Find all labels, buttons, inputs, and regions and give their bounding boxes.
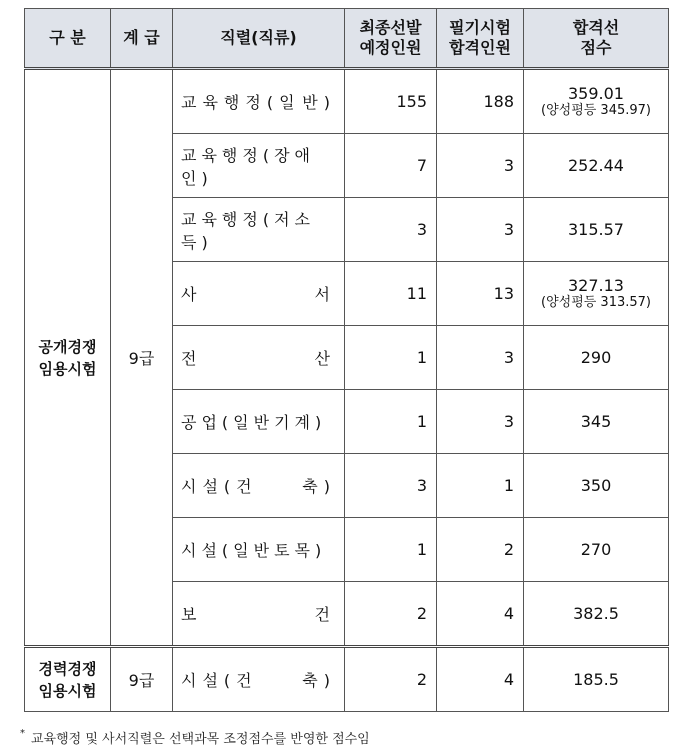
job-label (181, 207, 336, 253)
job-label-part: 산 (314, 349, 336, 368)
job-label-part: 교육행정(저소득) (181, 209, 315, 252)
written-passed-cell: 4 (437, 582, 524, 647)
cutoff-score-cell (524, 198, 669, 262)
header-row (25, 9, 669, 69)
cutoff-score: 359.01 (568, 83, 624, 103)
job-label-part: 공업(일반기계) (181, 413, 327, 432)
job-label (181, 346, 336, 369)
header-final-planned (345, 9, 437, 69)
cutoff-score-cell (524, 647, 669, 712)
exam-results-table (24, 8, 669, 712)
job-label-part: 교육행정(장애인) (181, 145, 315, 188)
category-cell (25, 69, 111, 647)
cutoff-score: 382.5 (573, 603, 619, 623)
written-passed-cell: 2 (437, 518, 524, 582)
final-planned-cell: 1 (345, 326, 437, 390)
cutoff-score-cell (524, 262, 669, 326)
header-cutoff-score (524, 9, 669, 69)
job-cell (173, 647, 345, 712)
final-planned-cell: 7 (345, 134, 437, 198)
job-label (181, 474, 336, 497)
written-passed-cell: 3 (437, 134, 524, 198)
written-passed-cell: 3 (437, 198, 524, 262)
header-score-line2: 점수 (580, 38, 612, 57)
job-cell (173, 69, 345, 134)
job-label-part: 보 (181, 605, 203, 624)
job-label-part: 시설(건 (181, 477, 258, 496)
job-cell (173, 134, 345, 198)
job-label-part: 축) (302, 477, 336, 496)
cutoff-score: 327.13 (568, 275, 624, 295)
header-category: 구 분 (25, 9, 111, 69)
job-label (181, 668, 336, 691)
header-score-line1: 합격선 (572, 18, 620, 37)
category-line1: 경력경쟁 (38, 659, 97, 678)
job-cell (173, 582, 345, 647)
header-final-line1: 최종선발 (359, 18, 422, 37)
written-passed-cell: 13 (437, 262, 524, 326)
job-label-part: 축) (302, 671, 336, 690)
table-row (25, 647, 669, 712)
job-label-part: 시설(일반토목) (181, 541, 327, 560)
header-written-passed (437, 9, 524, 69)
job-label-part: 건 (314, 605, 336, 624)
cutoff-score: 350 (580, 475, 612, 495)
category-line1: 공개경쟁 (38, 337, 97, 356)
cutoff-score: 345 (580, 411, 612, 431)
category-cell (25, 647, 111, 712)
footnote (20, 728, 370, 747)
final-planned-cell: 3 (345, 454, 437, 518)
job-label-part: 전 (181, 349, 203, 368)
header-grade: 계 급 (111, 9, 173, 69)
header-written-line2: 합격인원 (449, 38, 511, 57)
job-cell (173, 262, 345, 326)
job-label (181, 602, 336, 625)
gender-equality-score: (양성평등 313.57) (541, 294, 651, 310)
final-planned-cell: 3 (345, 198, 437, 262)
cutoff-score: 290 (580, 347, 612, 367)
written-passed-cell: 3 (437, 390, 524, 454)
job-cell (173, 518, 345, 582)
job-label-part: 사 (181, 285, 203, 304)
final-planned-cell: 155 (345, 69, 437, 134)
footnote-mark: * (20, 728, 25, 739)
final-planned-cell: 1 (345, 518, 437, 582)
written-passed-cell: 188 (437, 69, 524, 134)
cutoff-score: 185.5 (573, 669, 619, 689)
job-cell (173, 390, 345, 454)
job-cell (173, 326, 345, 390)
job-label (181, 90, 336, 113)
gender-equality-score: (양성평등 345.97) (541, 102, 651, 118)
cutoff-score: 315.57 (568, 219, 624, 239)
final-planned-cell: 2 (345, 582, 437, 647)
results-table-container (24, 8, 669, 712)
cutoff-score-cell (524, 326, 669, 390)
footnote-text: 교육행정 및 사서직렬은 선택과목 조정점수를 반영한 점수임 (31, 732, 370, 747)
table-row (25, 69, 669, 134)
table-body (25, 69, 669, 712)
category-line2: 임용시험 (38, 681, 97, 700)
final-planned-cell: 2 (345, 647, 437, 712)
cutoff-score-cell (524, 390, 669, 454)
job-cell (173, 454, 345, 518)
job-label (181, 282, 336, 305)
grade-cell: 9급 (111, 69, 173, 647)
written-passed-cell: 1 (437, 454, 524, 518)
job-label (181, 410, 336, 433)
job-label (181, 143, 336, 189)
cutoff-score-cell (524, 518, 669, 582)
final-planned-cell: 1 (345, 390, 437, 454)
written-passed-cell: 3 (437, 326, 524, 390)
written-passed-cell: 4 (437, 647, 524, 712)
grade-cell: 9급 (111, 647, 173, 712)
category-line2: 임용시험 (38, 359, 97, 378)
cutoff-score: 270 (580, 539, 612, 559)
job-label (181, 538, 336, 561)
header-final-line2: 예정인원 (359, 38, 422, 57)
header-job: 직렬(직류) (173, 9, 345, 69)
job-label-part: 교육행정(일 (181, 93, 301, 112)
job-label-part: 서 (314, 285, 336, 304)
cutoff-score: 252.44 (568, 155, 624, 175)
cutoff-score-cell (524, 134, 669, 198)
header-written-line1: 필기시험 (449, 18, 511, 37)
job-label-part: 반) (302, 93, 336, 112)
cutoff-score-cell (524, 69, 669, 134)
job-cell (173, 198, 345, 262)
cutoff-score-cell (524, 582, 669, 647)
final-planned-cell: 11 (345, 262, 437, 326)
cutoff-score-cell (524, 454, 669, 518)
job-label-part: 시설(건 (181, 671, 258, 690)
